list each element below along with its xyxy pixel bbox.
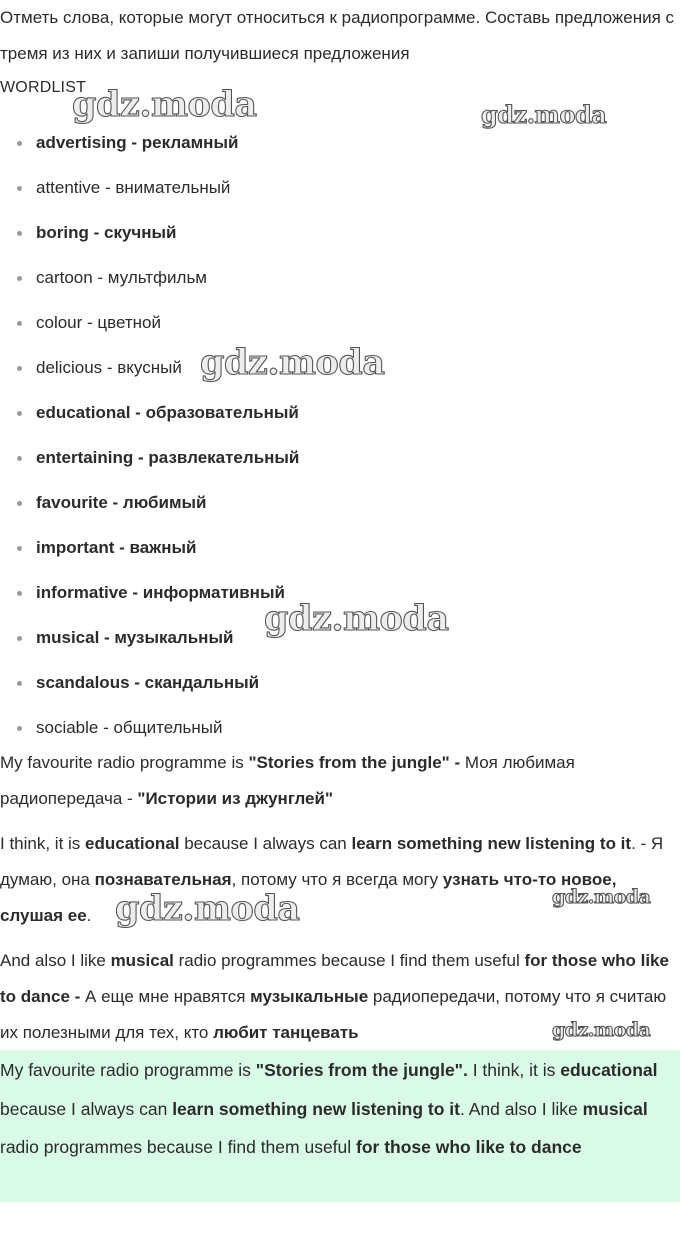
text-segment: , потому что я всегда могу: [231, 870, 443, 889]
bold-segment: learn something new listening to it: [172, 1098, 460, 1119]
text-segment: радиопередачи, потому что я считаю их полезными для тех, кто: [0, 987, 667, 1042]
wordlist-item: delicious - вкусный: [0, 350, 680, 395]
bold-segment: educational: [85, 834, 180, 853]
wordlist-item: sociable - общительный: [0, 710, 680, 755]
answer-paragraph-2: [0, 826, 680, 934]
task-instruction: Отметь слова, которые могут относиться к радиопрограмме. Составь предложения с тремя из них и запиши получившиеся предложения: [0, 8, 675, 63]
bold-segment: узнать что-то новое, слушая ее: [0, 870, 617, 925]
bold-segment: learn something new listening to it: [351, 834, 632, 853]
bold-segment: "Истории из джунглей": [137, 789, 334, 808]
bold-segment: for those who like to dance: [356, 1137, 582, 1157]
watermark: gdz.moda: [200, 342, 385, 383]
watermark: gdz.moda: [552, 1019, 651, 1041]
wordlist-item: informative - информативный: [0, 575, 680, 620]
wordlist-item: attentive - внимательный: [0, 170, 680, 215]
text-segment: because I always can: [179, 834, 352, 853]
wordlist: [0, 125, 680, 755]
bold-segment: educational: [560, 1060, 658, 1080]
watermark: gdz.moda: [481, 100, 607, 129]
text-segment: . - Я думаю, она: [0, 834, 664, 889]
watermark: gdz.moda: [72, 84, 257, 125]
wordlist-title: WORDLIST: [0, 79, 87, 96]
wordlist-item: educational - образовательный: [0, 395, 680, 440]
summary-answer: [0, 1050, 680, 1202]
wordlist-item: scandalous - скандальный: [0, 665, 680, 710]
text-segment: I think, it is: [467, 1060, 561, 1080]
wordlist-item: musical - музыкальный: [0, 620, 680, 665]
text-segment: radio programmes because I find them useful: [0, 1137, 357, 1157]
text-segment: Моя любимая радиопередача -: [0, 753, 575, 808]
wordlist-item: favourite - любимый: [0, 485, 680, 530]
text-segment: . And also I like: [460, 1098, 583, 1119]
watermark: gdz.moda: [552, 886, 651, 908]
bold-segment: "Stories from the jungle" -: [248, 753, 461, 772]
wordlist-item: colour - цветной: [0, 305, 680, 350]
wordlist-item: cartoon - мультфильм: [0, 260, 680, 305]
wordlist-item: entertaining - развлекательный: [0, 440, 680, 485]
wordlist-item: boring - скучный: [0, 215, 680, 260]
text-segment: And also I like: [0, 951, 111, 970]
text-segment: because I always can: [0, 1098, 173, 1119]
text-segment: My favourite radio programme is: [0, 1060, 256, 1080]
bold-segment: любит танцевать: [213, 1023, 359, 1042]
wordlist-item: advertising - рекламный: [0, 125, 680, 170]
wordlist-item: important - важный: [0, 530, 680, 575]
text-segment: А еще мне нравятся: [85, 987, 251, 1006]
text-segment: I think, it is: [0, 834, 86, 853]
text-segment: radio programmes because I find them useful: [173, 951, 525, 970]
bold-segment: musical: [582, 1098, 648, 1119]
answer-paragraph-1: [0, 745, 680, 817]
bold-segment: musical: [110, 951, 174, 970]
text-segment: My favourite radio programme is: [0, 753, 249, 772]
text-segment: .: [86, 906, 92, 925]
watermark: gdz.moda: [264, 598, 449, 639]
watermark: gdz.moda: [115, 888, 300, 929]
bold-segment: for those who like to dance -: [0, 951, 669, 1006]
bold-segment: "Stories from the jungle".: [255, 1060, 468, 1080]
bold-segment: познавательная: [94, 870, 232, 889]
bold-segment: музыкальные: [250, 987, 369, 1006]
